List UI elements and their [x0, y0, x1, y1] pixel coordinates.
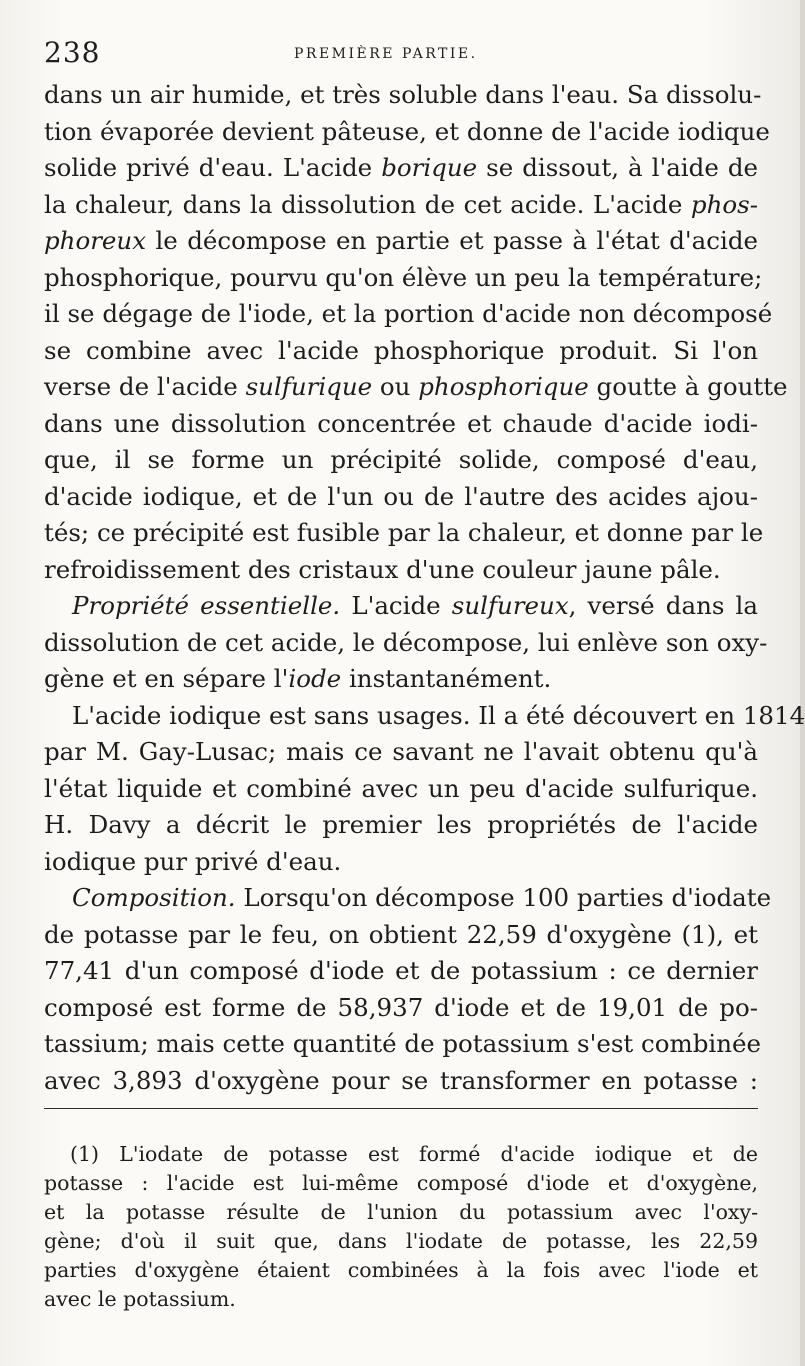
- footnote-line: potasse : l'acide est lui-même composé d'iode et d'oxygène,: [44, 1171, 758, 1195]
- text-line: se combine avec l'acide phosphorique produit. Si l'on: [44, 335, 758, 365]
- footnote: [44, 1140, 758, 1314]
- footnote-line: gène; d'où il suit que, dans l'iodate de potasse, les 22,59: [44, 1229, 758, 1253]
- text-line: L'acide iodique est sans usages. Il a été découvert en 1814: [72, 700, 805, 730]
- text-line: que, il se forme un précipité solide, composé d'eau,: [44, 445, 758, 474]
- text-line: de potasse par le feu, on obtient 22,59 d'oxygène (1), et: [44, 919, 758, 949]
- text-line: dans une dissolution concentrée et chaude d'acide iodi-: [44, 408, 758, 438]
- footnote-line: parties d'oxygène étaient combinées à la fois avec l'iode et: [44, 1258, 758, 1282]
- footnote-divider: [44, 1108, 758, 1109]
- text-line: la chaleur, dans la dissolution de cet acide. L'acide phos-: [44, 189, 758, 219]
- text-line: refroidissement des cristaux d'une couleur jaune pâle.: [44, 554, 721, 584]
- text-line: solide privé d'eau. L'acide borique se dissout, à l'aide de: [44, 153, 759, 182]
- footnote-line: avec le potassium.: [44, 1287, 236, 1311]
- text-line: dissolution de cet acide, le décompose, lui enlève son oxy-: [44, 627, 768, 657]
- page-number: 238: [44, 36, 101, 69]
- text-line: d'acide iodique, et de l'un ou de l'autre des acides ajou-: [44, 481, 758, 511]
- text-line: gène et en sépare l'iode instantanément.: [44, 664, 552, 693]
- text-line: iodique pur privé d'eau.: [44, 846, 342, 876]
- text-line: avec 3,893 d'oxygène pour se transformer en potasse :: [44, 1065, 758, 1095]
- text-line: composé est forme de 58,937 d'iode et de 19,01 de po-: [44, 992, 758, 1022]
- text-line: dans un air humide, et très soluble dans l'eau. Sa dissolu-: [44, 80, 762, 109]
- text-line: l'état liquide et combiné avec un peu d'acide sulfurique.: [44, 773, 758, 803]
- text-line: Composition. Lorsqu'on décompose 100 parties d'iodate: [72, 883, 772, 912]
- text-line: il se dégage de l'iode, et la portion d'acide non décomposé: [44, 299, 773, 328]
- footnote-line: (1) L'iodate de potasse est formé d'acide iodique et de: [70, 1142, 758, 1166]
- text-line: tés; ce précipité est fusible par la chaleur, et donne par le: [44, 518, 764, 547]
- main-text: [44, 77, 805, 1099]
- running-head: PREMIÈRE PARTIE.: [294, 46, 478, 62]
- text-line: tassium; mais cette quantité de potassium s'est combinée: [44, 1029, 762, 1058]
- text-line: H. Davy a décrit le premier les propriétés de l'acide: [44, 810, 758, 839]
- text-line: phoreux le décompose en partie et passe à l'état d'acide: [44, 226, 758, 255]
- text-line: verse de l'acide sulfurique ou phosphorique goutte à goutte: [44, 372, 788, 401]
- text-line: tion évaporée devient pâteuse, et donne de l'acide iodique: [44, 116, 770, 146]
- page-header: [44, 36, 760, 76]
- text-line: 77,41 d'un composé d'iode et de potassium : ce dernier: [44, 956, 758, 985]
- text-line: phosphorique, pourvu qu'on élève un peu la température;: [44, 262, 763, 292]
- text-line: Propriété essentielle. L'acide sulfureux, versé dans la: [72, 591, 758, 620]
- footnote-line: et la potasse résulte de l'union du potassium avec l'oxy-: [44, 1200, 758, 1224]
- text-line: par M. Gay-Lusac; mais ce savant ne l'avait obtenu qu'à: [44, 737, 758, 766]
